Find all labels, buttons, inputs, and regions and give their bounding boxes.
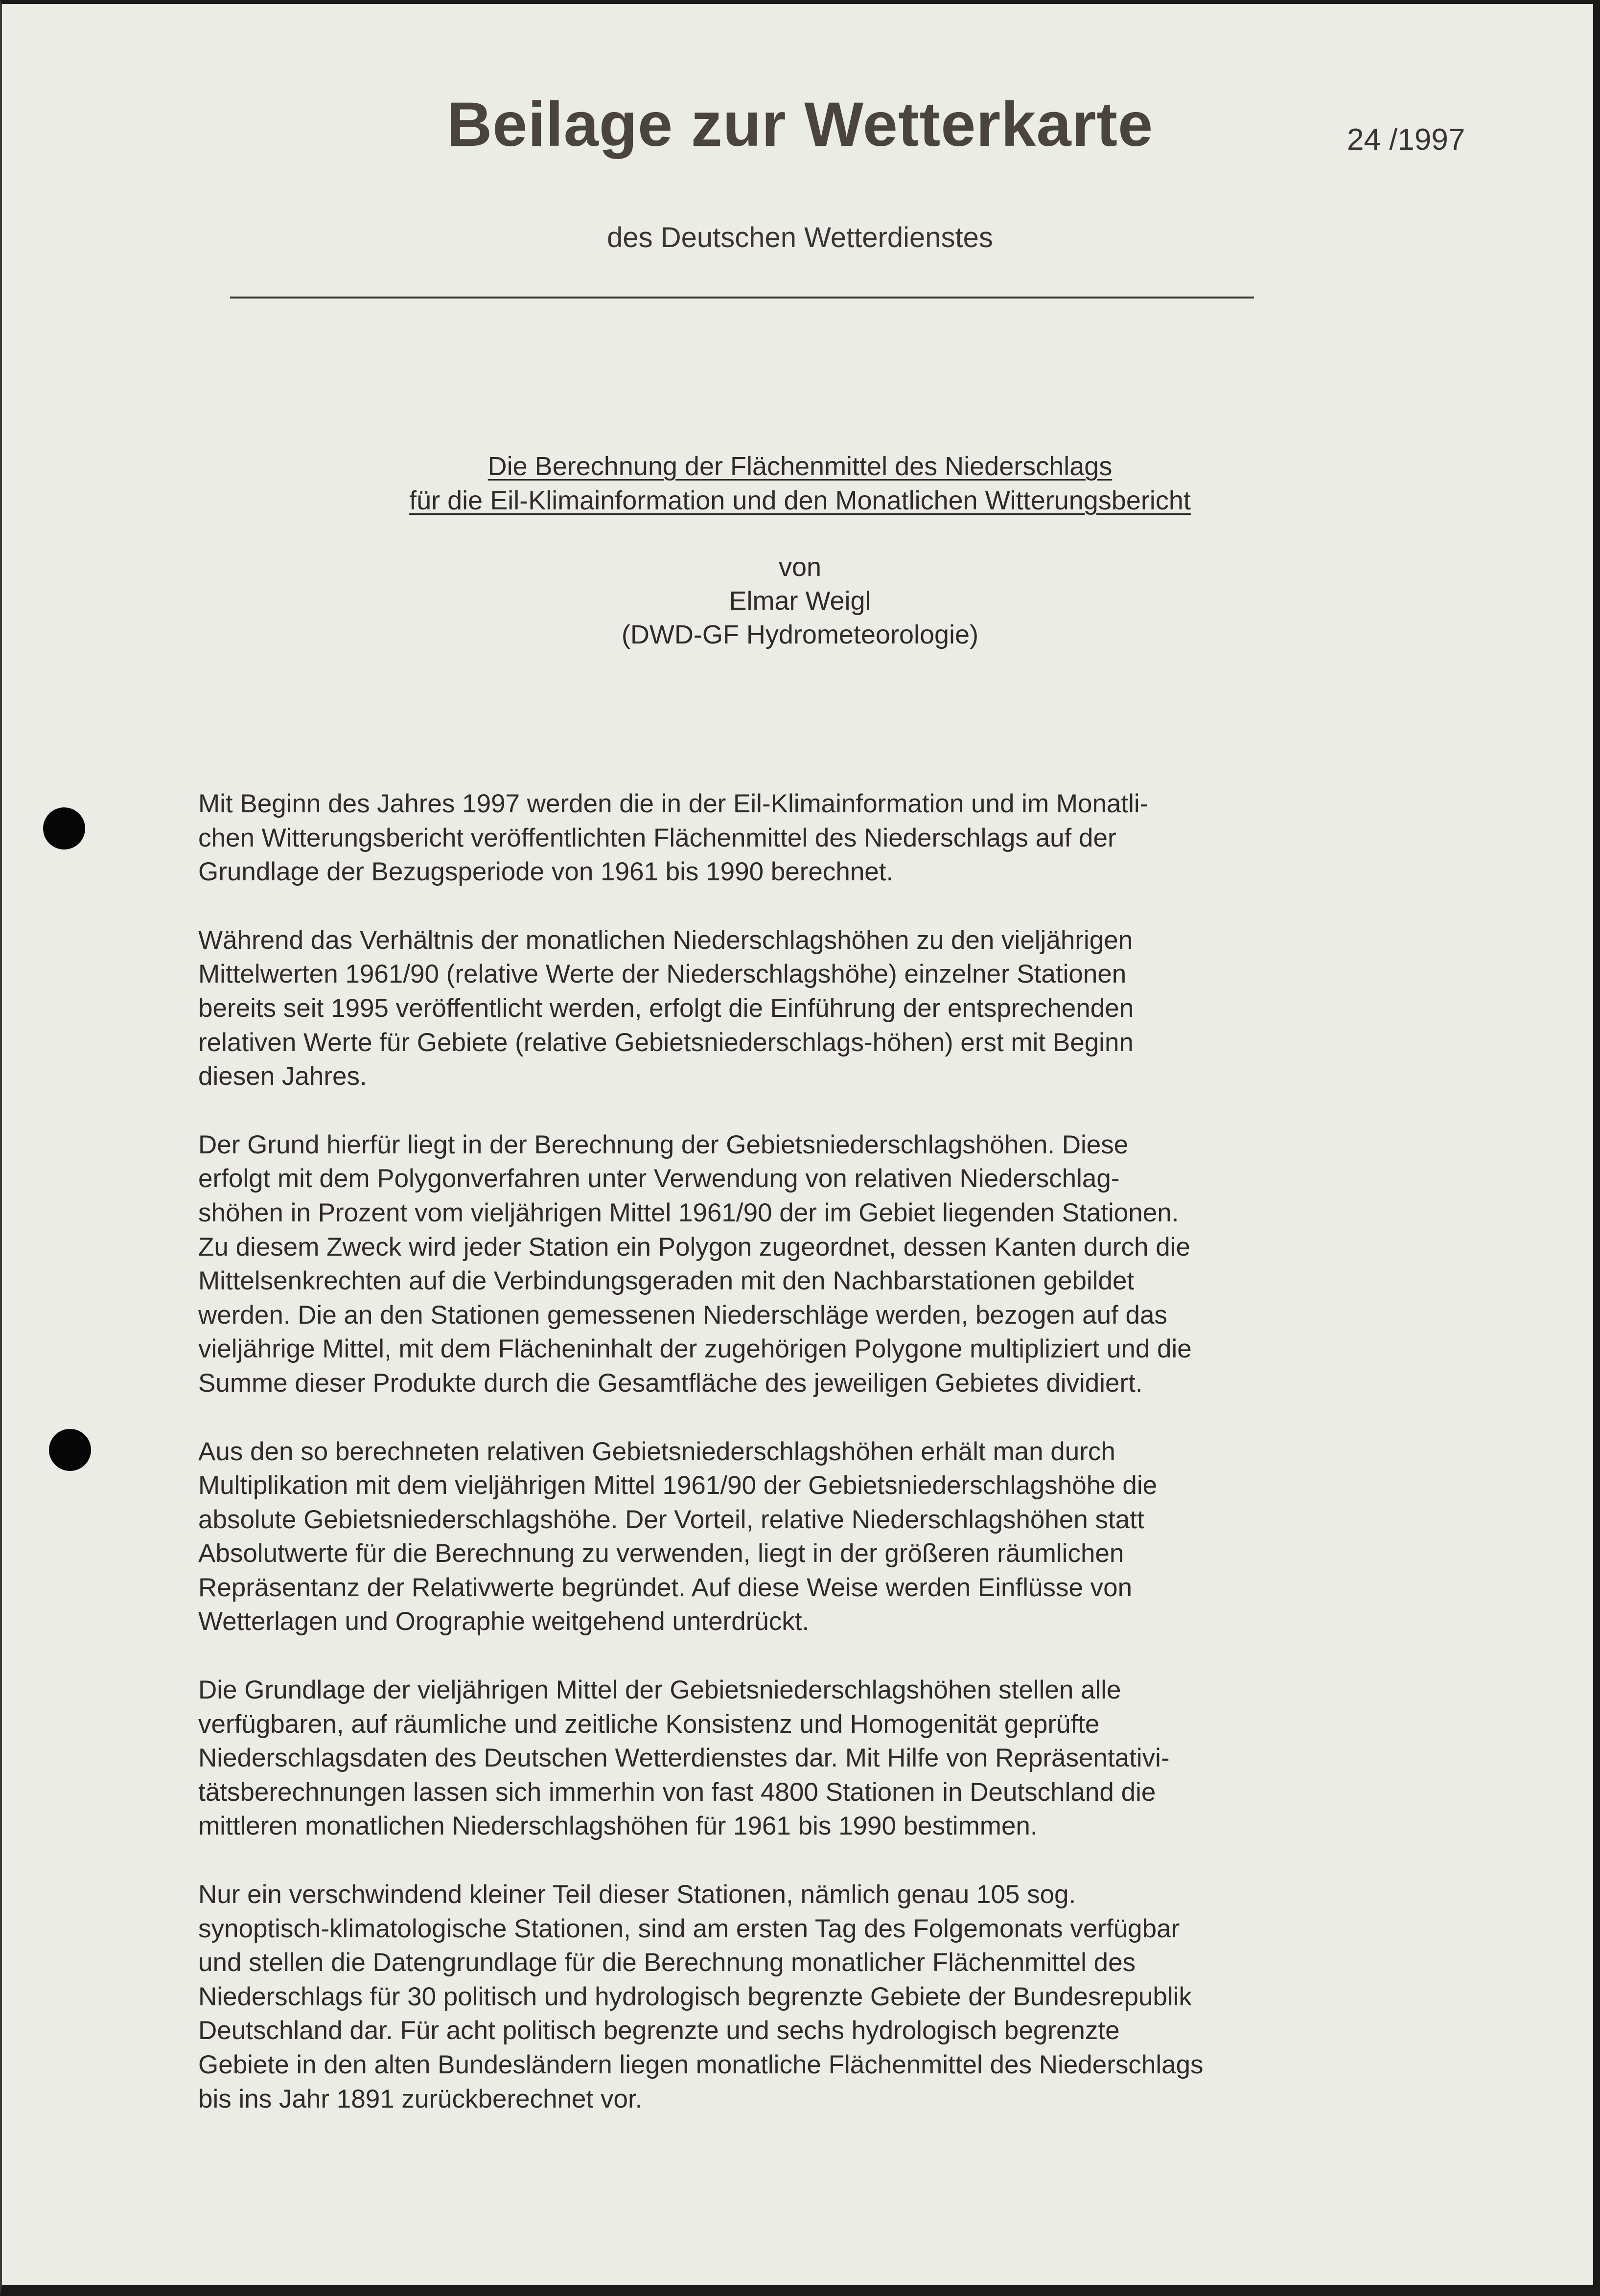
- text-line: verfügbaren, auf räumliche und zeitliche Konsistenz und Homogenität geprüfte: [198, 1709, 1100, 1739]
- text-line: Die Grundlage der vieljährigen Mittel der Gebietsniederschlagshöhen stellen alle: [198, 1676, 1121, 1705]
- text-line: Mit Beginn des Jahres 1997 werden die in der Eil-Klimainformation und im Monatli-: [198, 789, 1149, 818]
- paragraph: [198, 1673, 1383, 1843]
- text-line: Deutschland dar. Für acht politisch begrenzte und sechs hydrologisch begrenzte: [198, 2016, 1120, 2045]
- text-line: Niederschlags für 30 politisch und hydrologisch begrenzte Gebiete der Bundesrepublik: [198, 1982, 1192, 2011]
- text-line: Zu diesem Zweck wird jeder Station ein Polygon zugeordnet, dessen Kanten durch die: [198, 1232, 1190, 1262]
- text-line: erfolgt mit dem Polygonverfahren unter Verwendung von relativen Niederschlag-: [198, 1164, 1120, 1194]
- text-line: Summe dieser Produkte durch die Gesamtfläche des jeweiligen Gebietes dividiert.: [198, 1368, 1143, 1398]
- text-line: bereits seit 1995 veröffentlicht werden, erfolgt die Einführung der entsprechenden: [198, 993, 1134, 1023]
- byline-affiliation: (DWD-GF Hydrometeorologie): [621, 620, 979, 649]
- text-line: werden. Die an den Stationen gemessenen Niederschläge werden, bezogen auf das: [198, 1300, 1167, 1330]
- text-line: Mittelsenkrechten auf die Verbindungsgeraden mit den Nachbarstationen gebildet: [198, 1266, 1135, 1296]
- text-line: tätsberechnungen lassen sich immerhin von fast 4800 Stationen in Deutschland die: [198, 1777, 1156, 1807]
- article-title: [0, 449, 1600, 518]
- issue-number: 24 /1997: [1347, 123, 1465, 157]
- header-divider: [230, 297, 1254, 298]
- text-line: Gebiete in den alten Bundesländern liegen monatliche Flächenmittel des Niederschlags: [198, 2050, 1204, 2079]
- text-line: chen Witterungsbericht veröffentlichten Flächenmittel des Niederschlags auf der: [198, 823, 1116, 852]
- text-line: Niederschlagsdaten des Deutschen Wetterdienstes dar. Mit Hilfe von Repräsentativi-: [198, 1744, 1170, 1773]
- text-line: Grundlage der Bezugsperiode von 1961 bis 1990 berechnet.: [198, 857, 894, 887]
- paragraph: [198, 923, 1383, 1094]
- byline-von: von: [778, 552, 822, 582]
- text-line: Nur ein verschwindend kleiner Teil dieser Stationen, nämlich genau 105 sog.: [198, 1880, 1076, 1909]
- page-subtitle: des Deutschen Wetterdienstes: [607, 222, 993, 253]
- paragraph: [198, 1878, 1383, 2116]
- text-line: vieljährige Mittel, mit dem Flächeninhalt der zugehörigen Polygone multipliziert und die: [198, 1334, 1192, 1364]
- text-line: synoptisch-klimatologische Stationen, sind am ersten Tag des Folgemonats verfügbar: [198, 1914, 1180, 1943]
- text-line: relativen Werte für Gebiete (relative Gebietsniederschlags-höhen) erst mit Beginn: [198, 1028, 1134, 1057]
- byline-author: Elmar Weigl: [729, 586, 871, 616]
- paragraph: [198, 1435, 1383, 1639]
- text-line: Multiplikation mit dem vieljährigen Mittel 1961/90 der Gebietsniederschlagshöhe die: [198, 1471, 1158, 1500]
- text-line: Der Grund hierfür liegt in der Berechnung der Gebietsniederschlagshöhen. Diese: [198, 1130, 1129, 1159]
- page-title: Beilage zur Wetterkarte: [446, 90, 1154, 160]
- text-line: und stellen die Datengrundlage für die Berechnung monatlicher Flächenmittel des: [198, 1948, 1136, 1977]
- text-line: Mittelwerten 1961/90 (relative Werte der Niederschlagshöhe) einzelner Stationen: [198, 960, 1127, 989]
- text-line: shöhen in Prozent vom vieljährigen Mittel 1961/90 der im Gebiet liegenden Stationen.: [198, 1198, 1179, 1227]
- article-body: [198, 787, 1383, 2150]
- punch-hole: [49, 1429, 91, 1471]
- text-line: diesen Jahres.: [198, 1062, 367, 1091]
- text-line: Absolutwerte für die Berechnung zu verwenden, liegt in der größeren räumlichen: [198, 1539, 1124, 1568]
- text-line: mittleren monatlichen Niederschlagshöhen für 1961 bis 1990 bestimmen.: [198, 1812, 1038, 1841]
- text-line: Während das Verhältnis der monatlichen Niederschlagshöhen zu den vieljährigen: [198, 925, 1133, 955]
- text-line: bis ins Jahr 1891 zurückberechnet vor.: [198, 2084, 643, 2113]
- text-line: Repräsentanz der Relativwerte begründet. Auf diese Weise werden Einflüsse von: [198, 1573, 1133, 1602]
- text-line: absolute Gebietsniederschlagshöhe. Der Vorteil, relative Niederschlagshöhen statt: [198, 1505, 1144, 1534]
- byline: [0, 551, 1600, 652]
- paragraph: [198, 1128, 1383, 1401]
- text-line: Wetterlagen und Orographie weitgehend unterdrückt.: [198, 1607, 810, 1636]
- text-line: Aus den so berechneten relativen Gebietsniederschlagshöhen erhält man durch: [198, 1437, 1115, 1466]
- article-title-line: Die Berechnung der Flächenmittel des Niederschlags: [487, 452, 1113, 481]
- paragraph: [198, 787, 1383, 889]
- article-title-line: für die Eil-Klimainformation und den Monatlichen Witterungsbericht: [409, 486, 1191, 515]
- punch-hole: [43, 807, 85, 850]
